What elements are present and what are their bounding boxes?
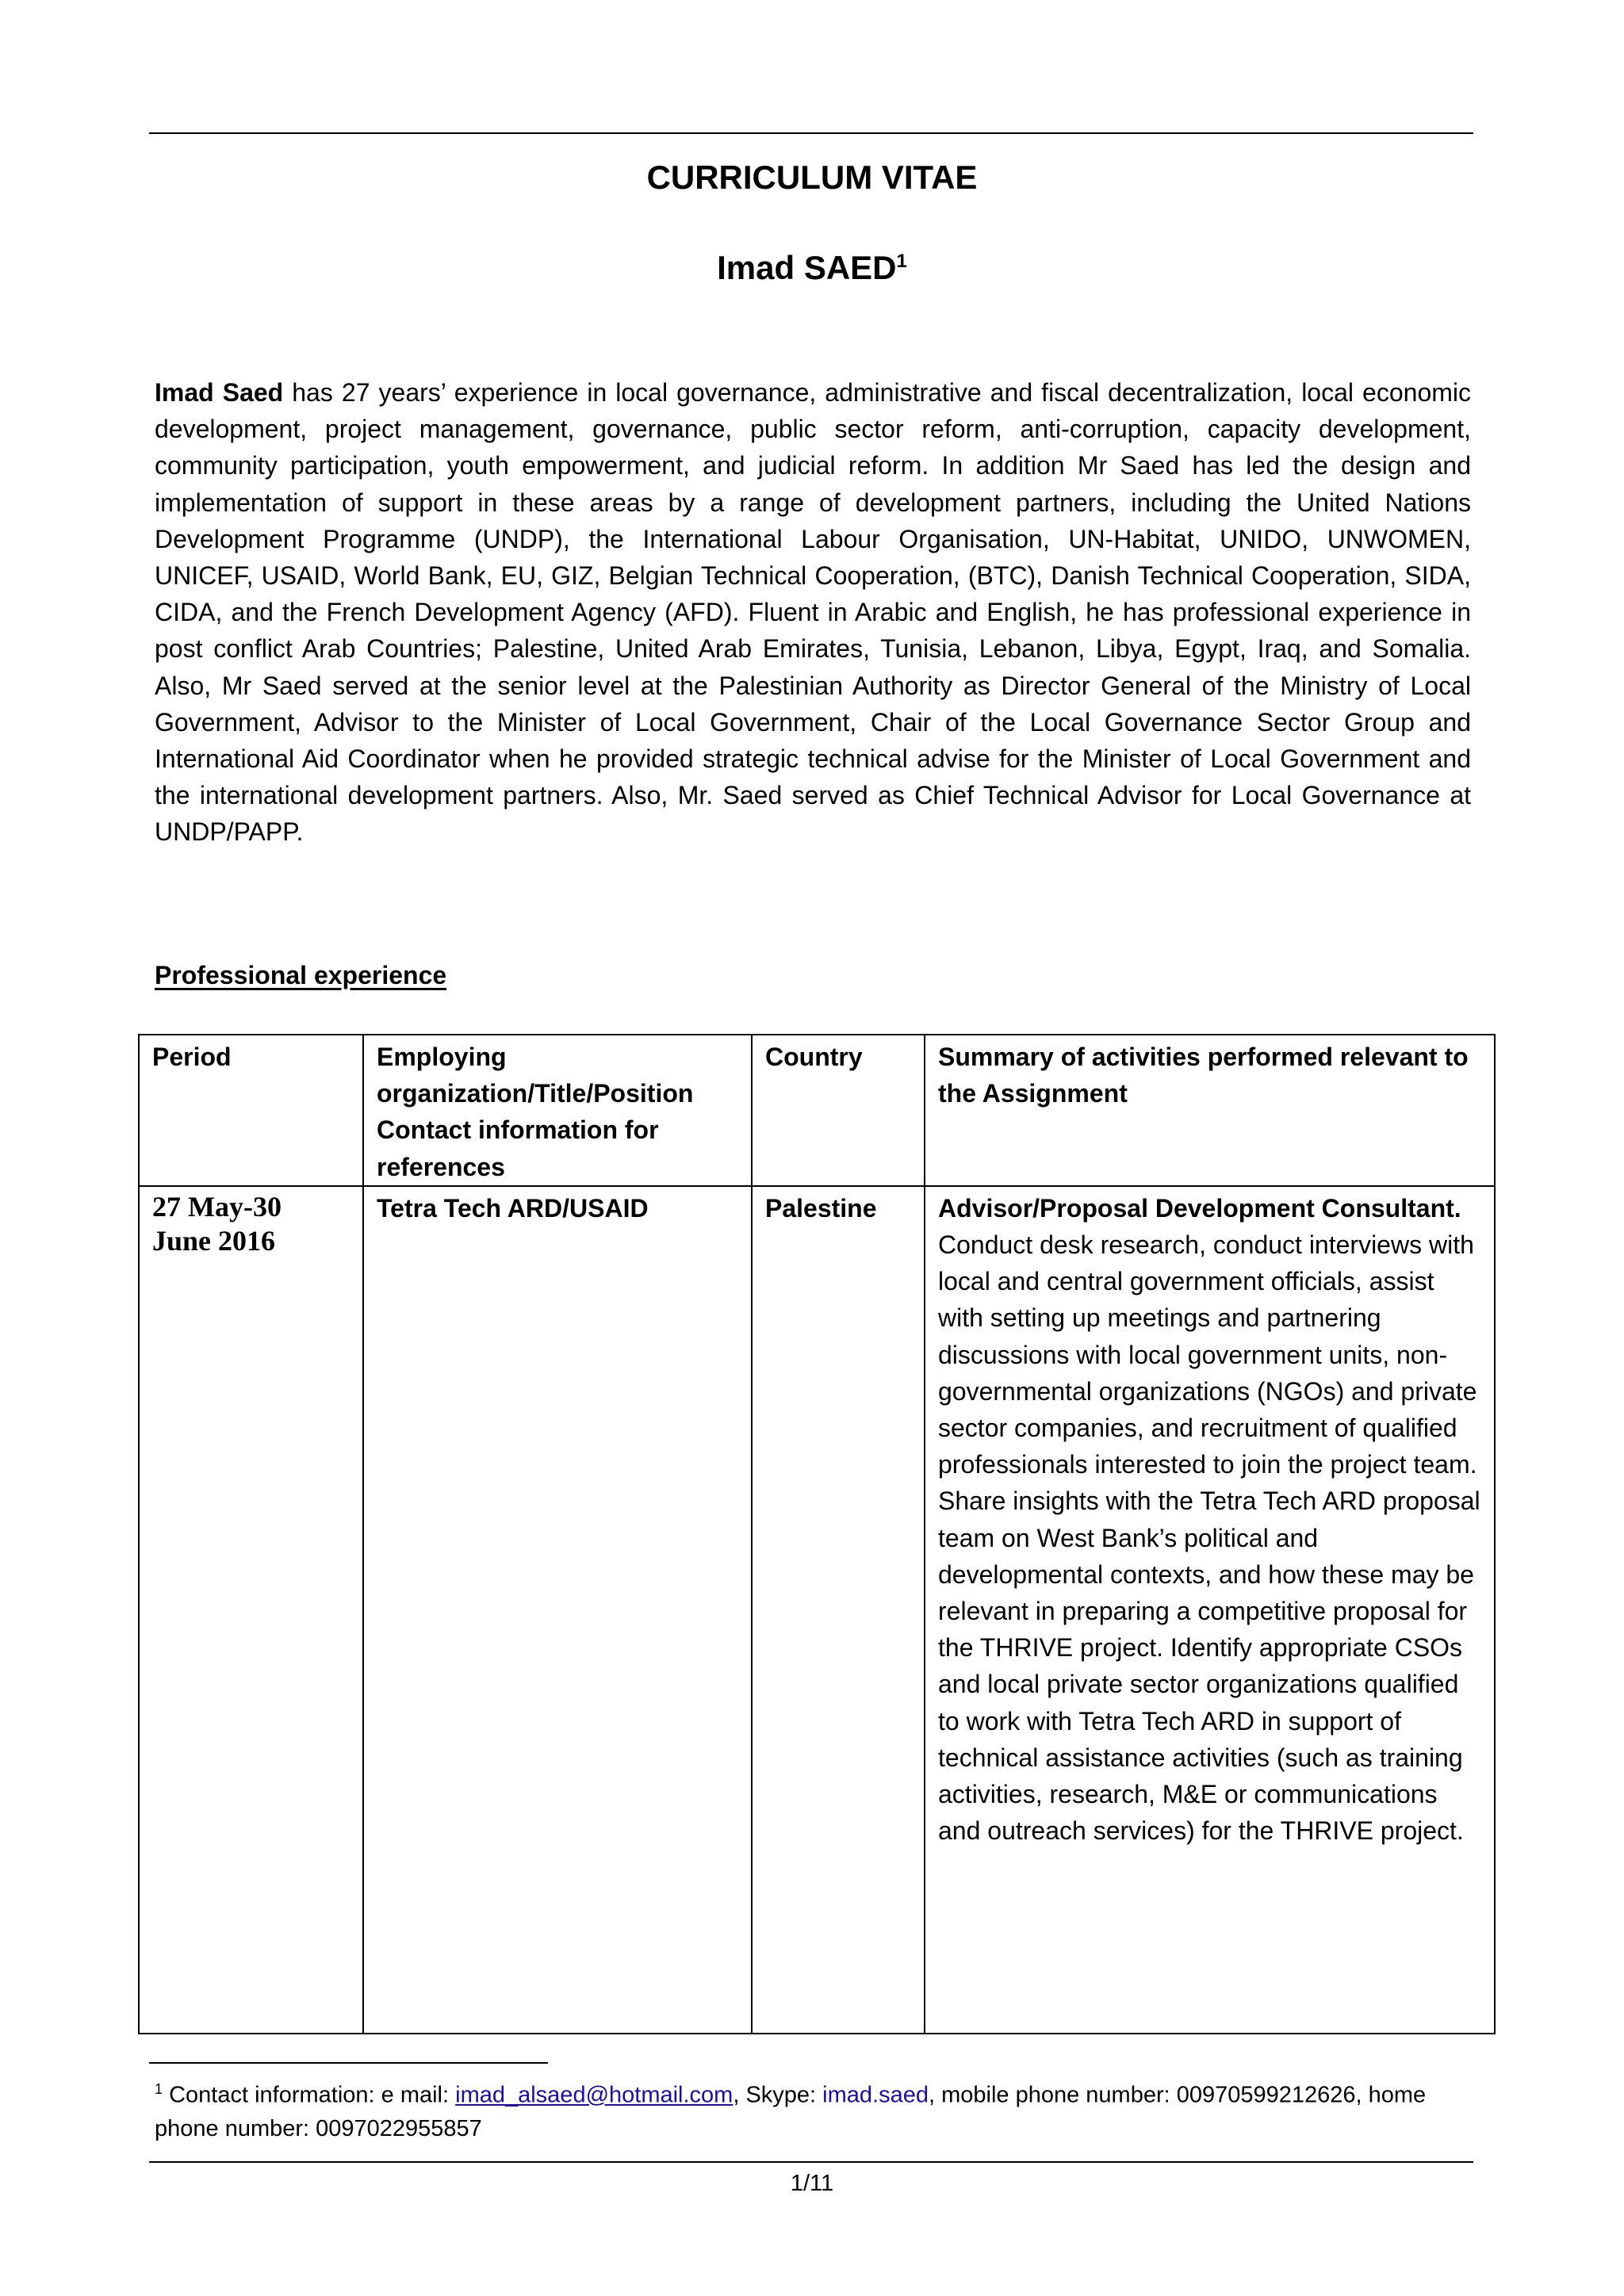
footnote-marker-link[interactable]: 1 [896, 251, 907, 272]
footnote-separator [149, 2062, 548, 2064]
bio-paragraph [155, 374, 1471, 851]
table-header-row [139, 1035, 1495, 1186]
cv-name-heading [0, 249, 1624, 287]
summary-cell [925, 1186, 1495, 2034]
summary-text: Conduct desk research, conduct interviews with local and central government officials, assist with setting up meetings and partnering discussions with local government units, non-governmental organizations (NGOs) and private sector companies, and recruitment of qualified professionals interested to join the project team. Share insights with the Tetra Tech ARD proposal team on West Bank’s political and developmental contexts, and how these may be relevant in preparing a competitive proposal for the THRIVE project. Identify appropriate CSOs and local private sector organizations qualified to work with Tetra Tech ARD in support of technical assistance activities (such as training activities, research, M&E or communications and outreach services) for the THRIVE project. [938, 1230, 1480, 1846]
experience-table [138, 1034, 1496, 2034]
column-header-organization: Employing organization/Title/Position Contact information for references [363, 1035, 752, 1186]
skype-link[interactable]: imad.saed [822, 2082, 929, 2108]
bio-text: has 27 years’ experience in local governance, administrative and fiscal decentralization, local economic development, project management, governance, public sector reform, anti-corruption, capacity development, community participation, youth empowerment, and judicial reform. In addition Mr Saed has led the design and implementation of support in these areas by a range of development partners, including the United Nations Development Programme (UNDP), the International Labour Organisation, UN-Habitat, UNIDO, UNWOMEN, UNICEF, USAID, World Bank, EU, GIZ, Belgian Technical Cooperation, (BTC), Danish Technical Cooperation, SIDA, CIDA, and the French Development Agency (AFD). Fluent in Arabic and English, he has professional experience in post conflict Arab Countries; Palestine, United Arab Emirates, Tunisia, Lebanon, Libya, Egypt, Iraq, and Somalia. Also, Mr Saed served at the senior level at the Palestinian Authority as Director General of the Ministry of Local Government, Advisor to the Minister of Local Government, Chair of the Local Governance Sector Group and International Aid Coordinator when he provided strategic technical advise for the Minister of Local Government and the international development partners. Also, Mr. Saed served as Chief Technical Advisor for Local Governance at UNDP/PAPP. [155, 378, 1472, 847]
column-header-country: Country [752, 1035, 925, 1186]
summary-title: Advisor/Proposal Development Consultant. [938, 1193, 1461, 1223]
footnote [155, 2072, 1471, 2145]
email-link[interactable]: imad_alsaed@hotmail.com [455, 2082, 733, 2108]
document-title: CURRICULUM VITAE [646, 159, 978, 196]
organization-cell: Tetra Tech ARD/USAID [363, 1186, 752, 2034]
column-header-summary: Summary of activities performed relevant to the Assignment [925, 1035, 1495, 1186]
footnote-number: 1 [155, 2081, 163, 2097]
skype-label: , Skype: [733, 2082, 823, 2108]
person-name: Imad SAED [717, 249, 897, 286]
header-rule [149, 132, 1473, 134]
period-cell [139, 1186, 363, 2034]
section-heading-experience: Professional experience [155, 961, 447, 989]
bio-lead-name: Imad Saed [155, 378, 284, 407]
period-value: 27 May-30 June 2016 [152, 1190, 282, 1257]
column-header-period: Period [139, 1035, 363, 1186]
phone-numbers: , mobile phone number: 00970599212626, home phone number: 0097022955857 [155, 2082, 1427, 2141]
page-number: 1/11 [790, 2171, 834, 2196]
country-cell: Palestine [752, 1186, 925, 2034]
table-row [139, 1186, 1495, 2034]
footnote-prefix: Contact information: e mail: [163, 2082, 456, 2108]
footer-rule [149, 2161, 1473, 2163]
